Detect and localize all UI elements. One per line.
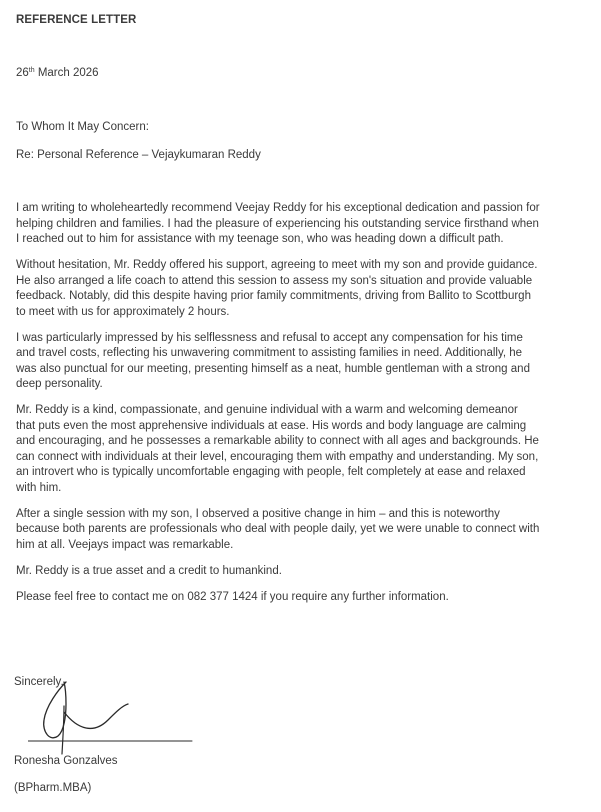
date-day: 26 xyxy=(16,67,29,79)
date-month-year: March 2026 xyxy=(34,67,99,79)
paragraph-7: Please feel free to contact me on 082 377 1424 if you require any further information. xyxy=(16,590,449,603)
salutation: To Whom It May Concern: xyxy=(16,121,149,133)
closing: Sincerely, xyxy=(14,676,64,688)
paragraph-1: I am writing to wholeheartedly recommend Veejay Reddy for his exceptional dedication and passion for helping children and families. I had the pleasure of experiencing his outstanding service firsthand when I reached out to him for assistance with my teenage son, who was heading down a difficult path. xyxy=(16,202,540,245)
signatory-credentials: (BPharm.MBA) xyxy=(14,782,92,794)
paragraph-6: Mr. Reddy is a true asset and a credit to humankind. xyxy=(16,564,282,577)
letter-heading: REFERENCE LETTER xyxy=(16,14,137,26)
paragraph-2: Without hesitation, Mr. Reddy offered his support, agreeing to meet with my son and provide guidance. He also arranged a life coach to attend this session to assess my son's situation and provide valuable feedback. Notably, did this despite having prior family commitments, driving from Ballito to Scottburgh to meet with us for approximately 2 hours. xyxy=(16,259,538,318)
letter-date xyxy=(16,67,99,79)
signatory-name: Ronesha Gonzalves xyxy=(14,755,118,767)
paragraph-5: After a single session with my son, I observed a positive change in him – and this is noteworthy because both parents are professionals who deal with people daily, yet we were unable to connect with him at all. Veejays impact was remarkable. xyxy=(16,507,540,551)
letter-body xyxy=(16,201,540,616)
date-suffix: th xyxy=(28,67,35,74)
paragraph-3: I was particularly impressed by his selflessness and refusal to accept any compensation for his time and travel costs, reflecting his unwavering commitment to assisting families in need. Additionally, he was also punctual for our meeting, presenting himself as a neat, humble gentleman with a strong and deep personality. xyxy=(16,331,530,390)
handwritten-signature xyxy=(28,676,198,756)
subject-line: Re: Personal Reference – Vejaykumaran Reddy xyxy=(16,149,261,161)
paragraph-4: Mr. Reddy is a kind, compassionate, and genuine individual with a warm and welcoming demeanor that puts even the most apprehensive individuals at ease. His words and body language are calming and encouraging, and he possesses a remarkable ability to connect with all ages and backgrounds. He can connect with individuals at their level, encouraging them with empathy and understanding. My son, an introvert who is typically uncomfortable engaging with people, felt completely at ease and relaxed with him. xyxy=(16,404,539,494)
